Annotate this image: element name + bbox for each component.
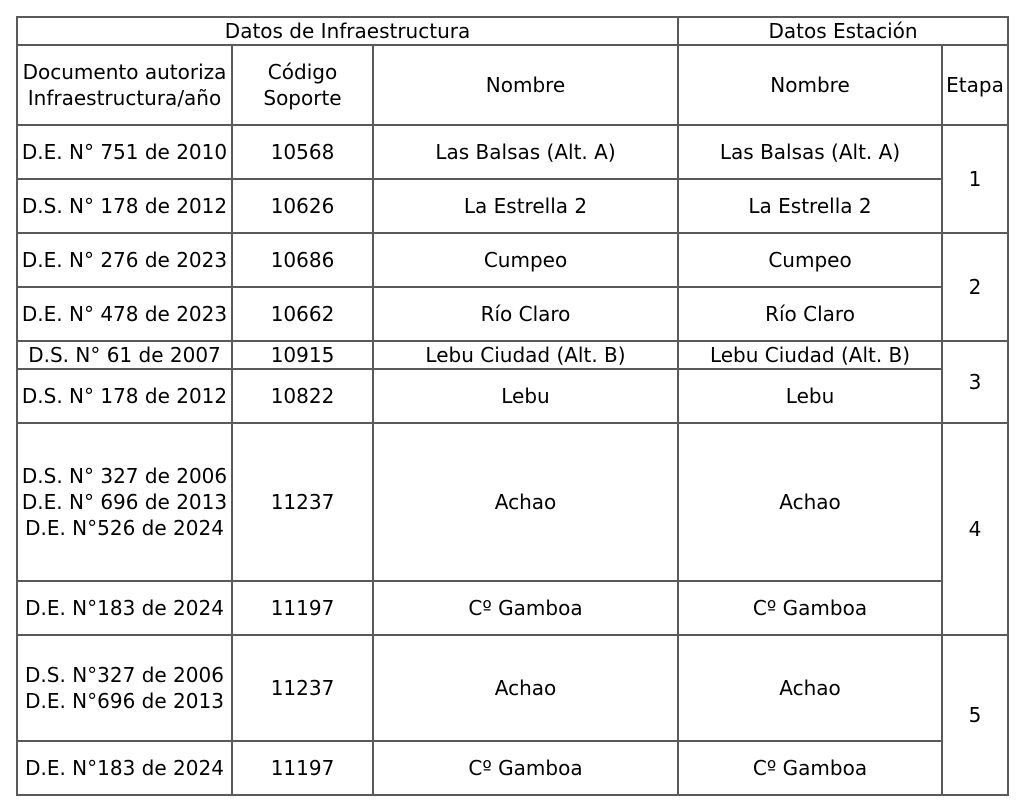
cell-codigo: 10686: [232, 233, 373, 287]
cell-nombre-estacion: Lebu Ciudad (Alt. B): [678, 341, 942, 369]
document-line: D.E. N° 478 de 2023: [21, 302, 228, 326]
cell-documento: [17, 369, 232, 423]
cell-codigo: 11237: [232, 635, 373, 741]
column-header-nombre-infra: Nombre: [373, 45, 678, 125]
document-line: D.S. N° 327 de 2006: [21, 464, 228, 488]
cell-codigo: 10626: [232, 179, 373, 233]
table-row: [17, 287, 1008, 341]
cell-nombre-infra: Las Balsas (Alt. A): [373, 125, 678, 179]
cell-documento: [17, 581, 232, 635]
cell-nombre-estacion: Las Balsas (Alt. A): [678, 125, 942, 179]
cell-documento: [17, 233, 232, 287]
cell-codigo: 10822: [232, 369, 373, 423]
table-row: [17, 125, 1008, 179]
table-row: [17, 233, 1008, 287]
table-row: [17, 423, 1008, 581]
cell-etapa: 4: [942, 423, 1008, 635]
document-line: D.S. N°327 de 2006: [25, 663, 224, 687]
cell-nombre-infra: Lebu Ciudad (Alt. B): [373, 341, 678, 369]
cell-etapa: 3: [942, 341, 1008, 423]
document-line: D.E. N°183 de 2024: [25, 756, 224, 780]
cell-nombre-infra: Cº Gamboa: [373, 581, 678, 635]
document-line: D.S. N° 178 de 2012: [21, 384, 228, 408]
group-header-infraestructura: Datos de Infraestructura: [17, 17, 678, 45]
cell-codigo: 11237: [232, 423, 373, 581]
cell-nombre-estacion: La Estrella 2: [678, 179, 942, 233]
column-header-codigo: Código Soporte: [232, 45, 373, 125]
column-header-row: [17, 45, 1008, 125]
cell-etapa: 1: [942, 125, 1008, 233]
column-header-documento: Documento autoriza Infraestructura/año: [17, 45, 232, 125]
cell-documento: [17, 179, 232, 233]
document-line: D.E. N° 696 de 2013: [21, 490, 228, 514]
cell-nombre-estacion: Lebu: [678, 369, 942, 423]
cell-nombre-estacion: Cumpeo: [678, 233, 942, 287]
infrastructure-table: [16, 16, 1009, 796]
document-line: D.E. N° 276 de 2023: [21, 248, 228, 272]
document-line: D.S. N° 178 de 2012: [21, 194, 228, 218]
cell-documento: [17, 635, 232, 741]
cell-nombre-infra: Achao: [373, 635, 678, 741]
cell-etapa: 2: [942, 233, 1008, 341]
cell-codigo: 11197: [232, 581, 373, 635]
table-row: [17, 341, 1008, 369]
group-header-estacion: Datos Estación: [678, 17, 1008, 45]
cell-codigo: 10915: [232, 341, 373, 369]
cell-nombre-estacion: Achao: [678, 635, 942, 741]
document-line: D.E. N° 751 de 2010: [21, 140, 228, 164]
cell-documento: [17, 287, 232, 341]
group-header-row: [17, 17, 1008, 45]
cell-nombre-estacion: Cº Gamboa: [678, 581, 942, 635]
column-header-nombre-estacion: Nombre: [678, 45, 942, 125]
cell-documento: [17, 423, 232, 581]
cell-codigo: 10662: [232, 287, 373, 341]
table-row: [17, 635, 1008, 741]
cell-nombre-infra: Cº Gamboa: [373, 741, 678, 795]
cell-codigo: 11197: [232, 741, 373, 795]
cell-etapa: 5: [942, 635, 1008, 795]
cell-nombre-estacion: Río Claro: [678, 287, 942, 341]
cell-nombre-infra: Achao: [373, 423, 678, 581]
table-row: [17, 369, 1008, 423]
cell-nombre-infra: Lebu: [373, 369, 678, 423]
table-row: [17, 179, 1008, 233]
cell-documento: [17, 125, 232, 179]
cell-documento: [17, 741, 232, 795]
cell-nombre-estacion: Cº Gamboa: [678, 741, 942, 795]
document-line: D.E. N°696 de 2013: [25, 689, 224, 713]
cell-nombre-infra: La Estrella 2: [373, 179, 678, 233]
cell-nombre-infra: Cumpeo: [373, 233, 678, 287]
table-row: [17, 741, 1008, 795]
table-row: [17, 581, 1008, 635]
column-header-etapa: Etapa: [942, 45, 1008, 125]
cell-nombre-infra: Río Claro: [373, 287, 678, 341]
document-line: D.S. N° 61 de 2007: [28, 343, 221, 367]
cell-documento: [17, 341, 232, 369]
cell-nombre-estacion: Achao: [678, 423, 942, 581]
document-line: D.E. N°526 de 2024: [25, 516, 224, 540]
document-line: D.E. N°183 de 2024: [25, 596, 224, 620]
cell-codigo: 10568: [232, 125, 373, 179]
